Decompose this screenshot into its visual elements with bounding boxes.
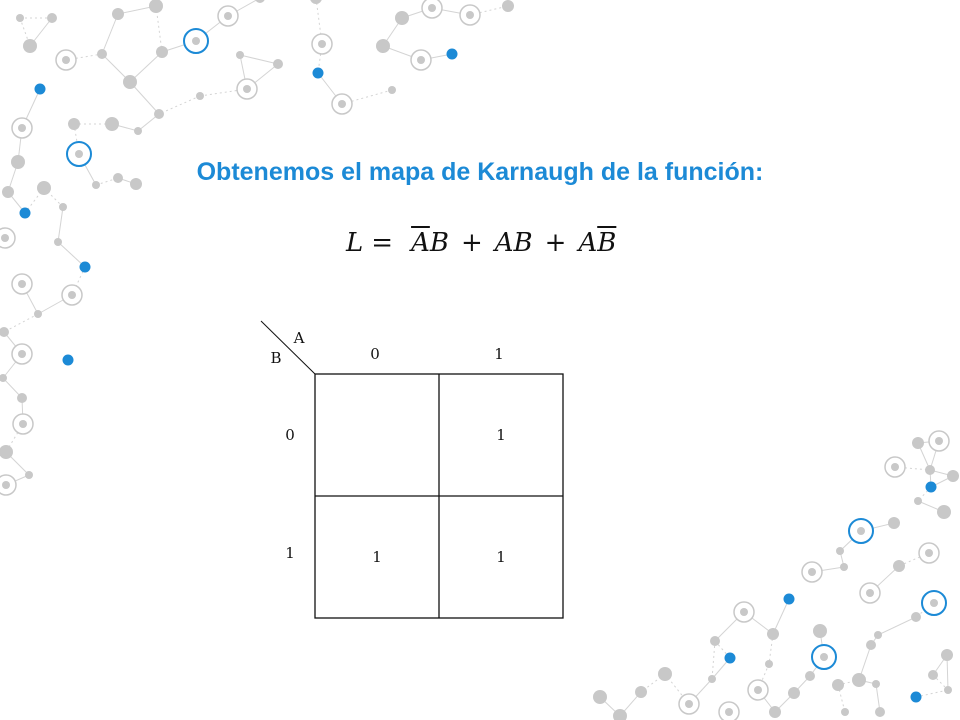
network-ring-center — [891, 463, 899, 471]
network-node — [937, 505, 951, 519]
network-ring-center — [224, 12, 232, 20]
network-node — [236, 51, 244, 59]
network-ring-center — [318, 40, 326, 48]
network-accent-ring-center — [192, 37, 200, 45]
network-node — [708, 675, 716, 683]
network-link — [102, 14, 118, 54]
network-node — [16, 14, 24, 22]
network-accent-node — [20, 208, 31, 219]
network-accent-node — [784, 594, 795, 605]
network-ring-center — [808, 568, 816, 576]
network-link — [58, 207, 63, 242]
network-node — [928, 670, 938, 680]
network-ring-center — [754, 686, 762, 694]
network-node — [941, 649, 953, 661]
network-node — [635, 686, 647, 698]
network-ring-center — [18, 350, 26, 358]
corner-diagonal — [261, 321, 315, 374]
network-accent-node — [63, 355, 74, 366]
equation-lhs: L — [346, 228, 364, 258]
network-node — [836, 547, 844, 555]
network-node — [2, 186, 14, 198]
network-ring-center — [1, 234, 9, 242]
network-ring-center — [725, 708, 733, 716]
network-node — [866, 640, 876, 650]
network-link — [159, 96, 200, 114]
network-ring-center — [18, 280, 26, 288]
network-ring-center — [417, 56, 425, 64]
network-accent-node — [35, 84, 46, 95]
network-accent-node — [725, 653, 736, 664]
network-accent-ring-center — [857, 527, 865, 535]
network-ring-center — [338, 100, 346, 108]
network-ring-center — [866, 589, 874, 597]
network-node — [875, 707, 885, 717]
network-ring-center — [62, 56, 70, 64]
boolean-equation — [346, 228, 616, 272]
col-variable-label: A — [293, 329, 305, 347]
network-node — [912, 437, 924, 449]
network-node — [134, 127, 142, 135]
term-3-var-1: A — [578, 228, 598, 258]
network-accent-node — [926, 482, 937, 493]
network-node — [273, 59, 283, 69]
network-link — [58, 242, 85, 267]
karnaugh-map — [255, 318, 575, 628]
term-2-var-1: A — [494, 228, 514, 258]
network-link — [4, 314, 38, 332]
network-node — [911, 612, 921, 622]
network-node — [388, 86, 396, 94]
network-node — [502, 0, 514, 12]
network-node — [0, 327, 9, 337]
col-header-0: 0 — [370, 345, 380, 363]
term-2-var-2: B — [513, 228, 533, 258]
network-node — [47, 13, 57, 23]
network-accent-node — [911, 692, 922, 703]
network-node — [832, 679, 844, 691]
network-node — [944, 686, 952, 694]
network-node — [23, 39, 37, 53]
network-node — [97, 49, 107, 59]
network-node — [767, 628, 779, 640]
network-ring-center — [19, 420, 27, 428]
page-title: Obtenemos el mapa de Karnaugh de la función: — [196, 158, 764, 186]
network-node — [769, 706, 781, 718]
network-node — [34, 310, 42, 318]
network-node — [813, 624, 827, 638]
network-node — [105, 117, 119, 131]
network-node — [376, 39, 390, 53]
network-node — [947, 470, 959, 482]
network-accent-node — [80, 262, 91, 273]
network-link — [878, 617, 916, 635]
row-header-1: 1 — [285, 544, 295, 562]
network-node — [310, 0, 322, 4]
network-ring-center — [925, 549, 933, 557]
network-node — [395, 11, 409, 25]
network-node — [123, 75, 137, 89]
equation-equals: = — [371, 228, 394, 258]
network-link — [712, 641, 715, 679]
network-node — [658, 667, 672, 681]
network-node — [112, 8, 124, 20]
network-node — [710, 636, 720, 646]
col-header-1: 1 — [494, 345, 504, 363]
equation-plus-1: + — [460, 228, 483, 258]
network-node — [893, 560, 905, 572]
network-accent-node — [313, 68, 324, 79]
row-variable-label: B — [270, 349, 282, 367]
network-ring-center — [428, 4, 436, 12]
term-3-var-2: $\overline{B}$ — [597, 228, 617, 258]
network-node — [156, 46, 168, 58]
network-ring-center — [18, 124, 26, 132]
cell-b1-a1: 1 — [496, 548, 506, 566]
network-ring-center — [243, 85, 251, 93]
network-node — [593, 690, 607, 704]
network-ring-center — [466, 11, 474, 19]
row-header-0: 0 — [285, 426, 295, 444]
network-node — [17, 393, 27, 403]
network-node — [154, 109, 164, 119]
network-link — [240, 55, 278, 64]
network-ring-center — [68, 291, 76, 299]
network-node — [196, 92, 204, 100]
network-node — [765, 660, 773, 668]
network-node — [805, 671, 815, 681]
network-ring-center — [740, 608, 748, 616]
network-node — [874, 631, 882, 639]
network-ring-center — [935, 437, 943, 445]
network-node — [149, 0, 163, 13]
network-accent-ring-center — [75, 150, 83, 158]
term-1-var-1: $\overline{A}$ — [411, 228, 430, 258]
network-node — [925, 465, 935, 475]
cell-b0-a0 — [315, 374, 439, 496]
network-node — [888, 517, 900, 529]
network-node — [54, 238, 62, 246]
network-node — [852, 673, 866, 687]
network-accent-ring-center — [820, 653, 828, 661]
network-node — [59, 203, 67, 211]
cell-b0-a1: 1 — [496, 426, 506, 444]
network-node — [255, 0, 265, 3]
network-node — [914, 497, 922, 505]
network-accent-node — [447, 49, 458, 60]
network-node — [841, 708, 849, 716]
network-node — [68, 118, 80, 130]
network-node — [788, 687, 800, 699]
network-ring-center — [2, 481, 10, 489]
equation-plus-2: + — [544, 228, 567, 258]
cell-b1-a0: 1 — [372, 548, 382, 566]
network-node — [25, 471, 33, 479]
network-accent-ring-center — [930, 599, 938, 607]
term-1-var-2: B — [429, 228, 449, 258]
network-node — [872, 680, 880, 688]
network-ring-center — [685, 700, 693, 708]
network-node — [840, 563, 848, 571]
